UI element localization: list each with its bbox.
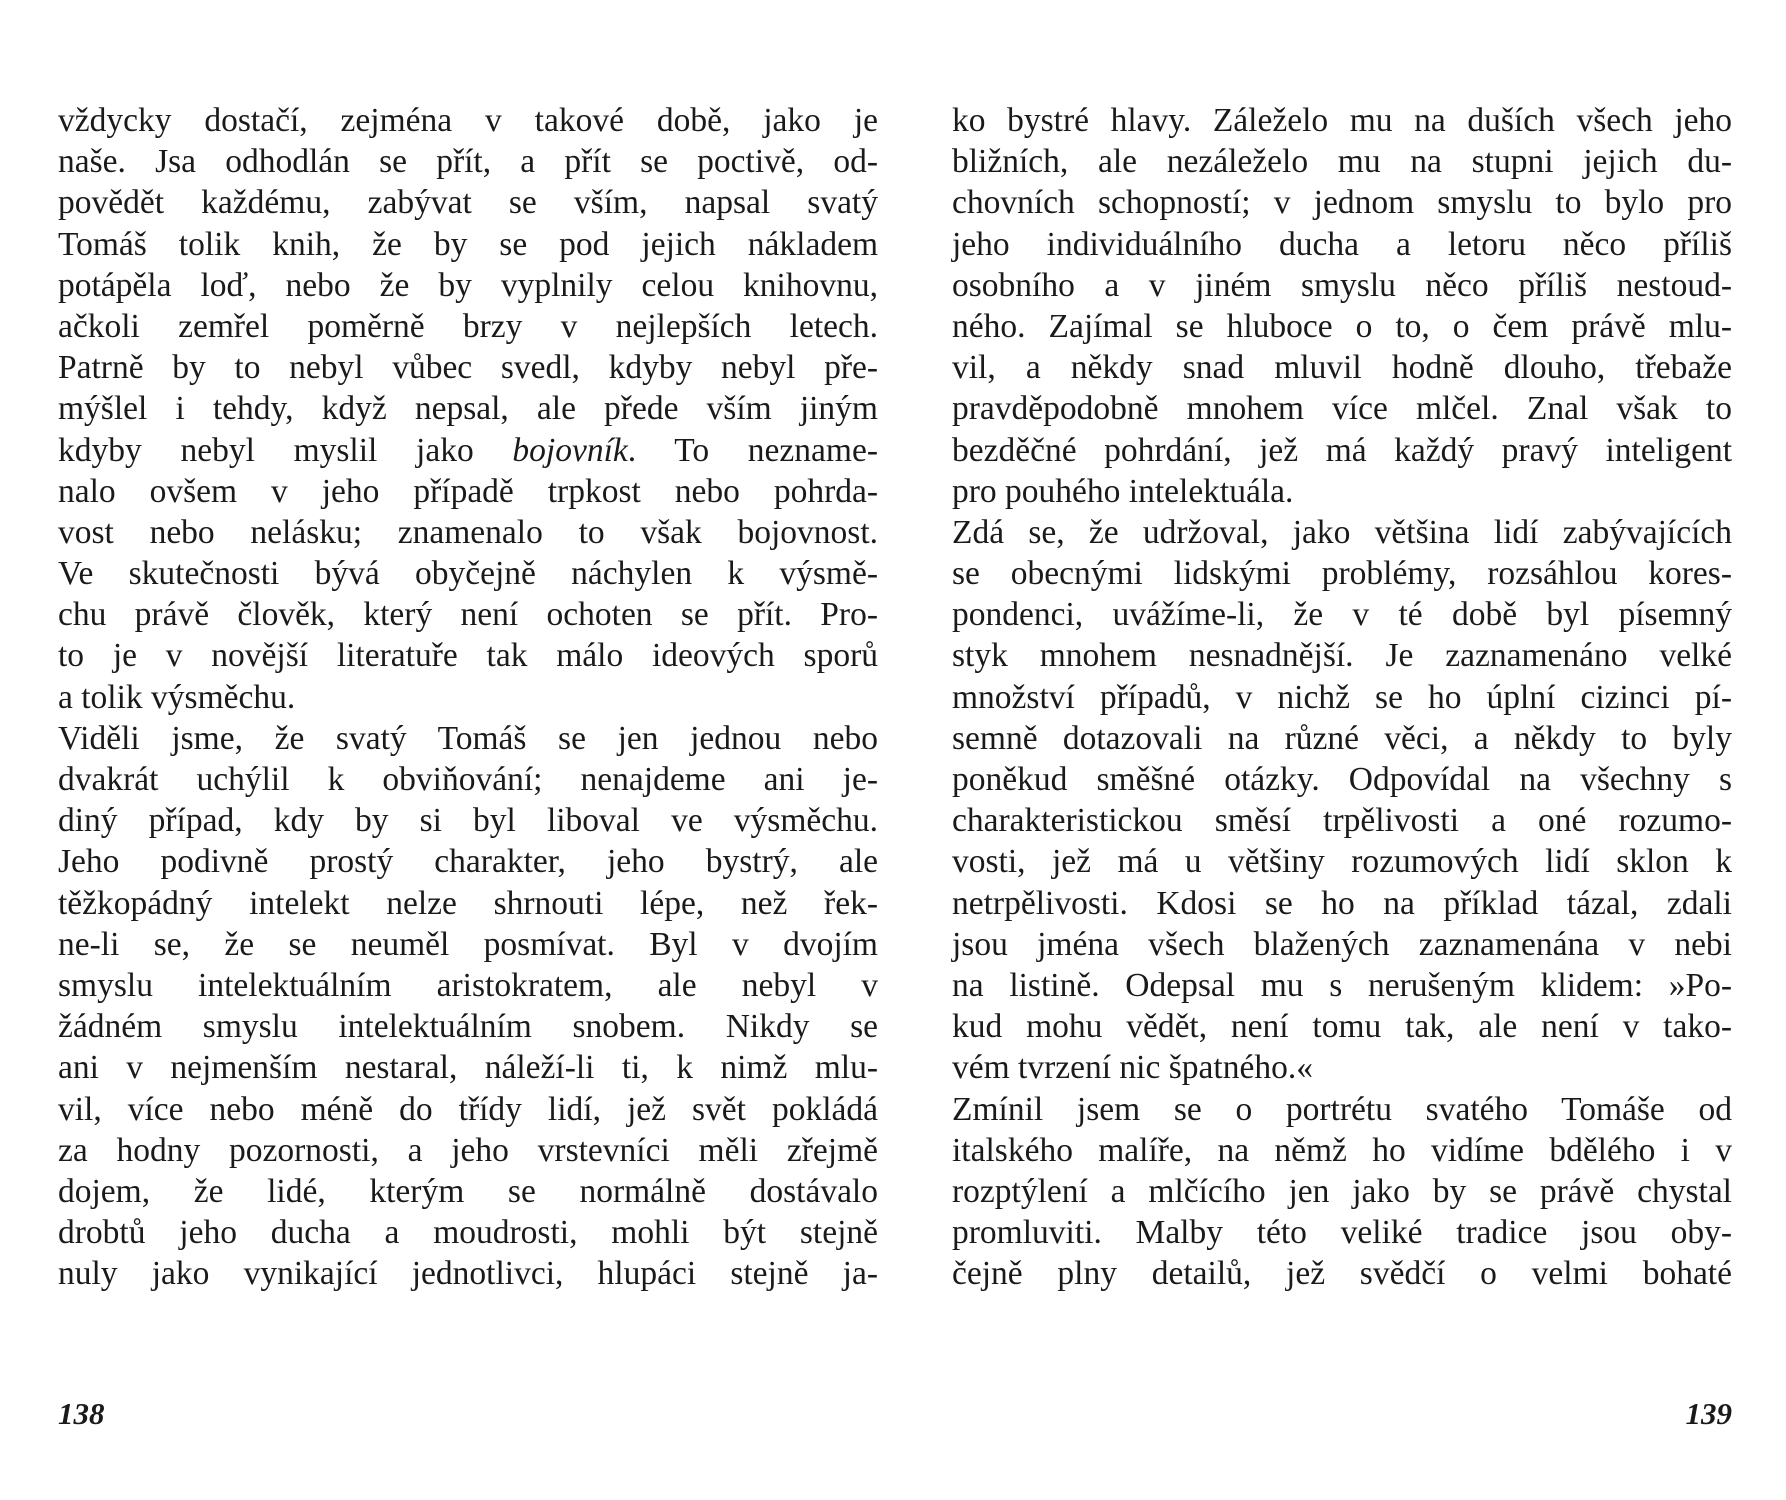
text-line: ani v nejmenším nestaral, náleží-li ti, k nimž mlu-: [58, 1049, 878, 1087]
right-page: [952, 0, 1732, 1500]
text-line: pro pouhého intelektuála.: [952, 472, 1294, 510]
left-page: [58, 0, 878, 1500]
emphasized-word: bojovník: [512, 431, 628, 469]
text-line: potápěla loď, nebo že by vyplnily celou knihovnu,: [58, 266, 878, 304]
text-line: Zdá se, že udržoval, jako většina lidí zabývajících: [952, 513, 1732, 551]
text-line: vosti, jež má u většiny rozumových lidí sklon k: [952, 843, 1732, 881]
text-line: osobního a v jiném smyslu něco příliš nestoud-: [952, 266, 1732, 304]
text-line: Patrně by to nebyl vůbec svedl, kdyby nebyl pře-: [58, 349, 878, 387]
right-page-text: [952, 100, 1732, 1294]
text-line: vém tvrzení nic špatného.«: [952, 1049, 1313, 1087]
text-line: povědět každému, zabývat se vším, napsal svatý: [58, 184, 878, 222]
text-line: jeho individuálního ducha a letoru něco příliš: [952, 225, 1732, 263]
text-line: semně dotazovali na různé věci, a někdy to byly: [952, 719, 1732, 757]
text-line: netrpělivosti. Kdosi se ho na příklad tázal, zdali: [952, 884, 1732, 922]
text-line: Tomáš tolik knih, že by se pod jejich nákladem: [58, 225, 878, 263]
text-line: vždycky dostačí, zejména v takové době, jako je: [58, 102, 878, 139]
text-line: pravděpodobně mnohem více mlčel. Znal však to: [952, 390, 1732, 428]
text-line: charakteristickou směsí trpělivosti a oné rozumo-: [952, 802, 1732, 840]
text-line: styk mnohem nesnadnější. Je zaznamenáno velké: [952, 637, 1732, 675]
text-line: pondenci, uvážíme-li, že v té době byl písemný: [952, 596, 1732, 634]
text-line: nalo ovšem v jeho případě trpkost nebo pohrda-: [58, 472, 878, 510]
text-line: žádném smyslu intelektuálním snobem. Nikdy se: [58, 1008, 878, 1046]
text-line: Zmínil jsem se o portrétu svatého Tomáše od: [952, 1090, 1732, 1128]
text-line: jsou jména všech blažených zaznamenána v nebi: [952, 925, 1732, 963]
text-line: ne-li se, že se neuměl posmívat. Byl v dvojím: [58, 925, 878, 963]
text-line: italského malíře, na němž ho vidíme bdělého i v: [952, 1131, 1732, 1169]
text-line: diný případ, kdy by si byl liboval ve výsměchu.: [58, 802, 878, 840]
text-line: chovních schopností; v jednom smyslu to bylo pro: [952, 184, 1732, 222]
text-line: poněkud směšné otázky. Odpovídal na všechny s: [952, 761, 1732, 798]
text-line: ačkoli zemřel poměrně brzy v nejlepších letech.: [58, 307, 878, 345]
text-line: Ve skutečnosti bývá obyčejně náchylen k výsmě-: [58, 555, 878, 593]
text-line: rozptýlení a mlčícího jen jako by se právě chystal: [952, 1172, 1732, 1210]
text-line: ného. Zajímal se hluboce o to, o čem právě mlu-: [952, 307, 1732, 345]
text-line: to je v novější literatuře tak málo ideových sporů: [58, 637, 878, 675]
text-line: ko bystré hlavy. Záleželo mu na duších všech jeho: [952, 102, 1732, 139]
text-line: dvakrát uchýlil k obviňování; nenajdeme ani je-: [58, 761, 878, 798]
text-line: čejně plny detailů, jež svědčí o velmi bohaté: [952, 1255, 1732, 1293]
text-line: Viděli jsme, že svatý Tomáš se jen jednou nebo: [58, 719, 878, 757]
text-line: Jeho podivně prostý charakter, jeho bystrý, ale: [58, 843, 878, 881]
text-line: nuly jako vynikající jednotlivci, hlupáci stejně ja-: [58, 1255, 878, 1293]
text-line: kdyby nebyl myslil jako bojovník. To neznamе-: [58, 431, 878, 469]
text-line: smyslu intelektuálním aristokratem, ale nebyl v: [58, 966, 878, 1004]
page-number: 138: [58, 1396, 105, 1431]
text-line: na listině. Odepsal mu s nerušeným klidem: »Po-: [952, 966, 1732, 1004]
text-line: vil, více nebo méně do třídy lidí, jež svět pokládá: [58, 1090, 878, 1128]
text-line: a tolik výsměchu.: [58, 678, 296, 716]
text-line: kud mohu vědět, není tomu tak, ale není v tako-: [952, 1008, 1732, 1046]
text-line: bližních, ale nezáleželo mu na stupni jejich du-: [952, 143, 1732, 181]
text-line: naše. Jsa odhodlán se přít, a přít se poctivě, od-: [58, 143, 878, 181]
page-number: 139: [1685, 1396, 1732, 1431]
text-line: bezděčné pohrdání, jež má každý pravý inteligent: [952, 431, 1732, 469]
text-line: mýšlel i tehdy, když nepsal, ale přede vším jiným: [58, 390, 878, 428]
text-line: drobtů jeho ducha a moudrosti, mohli být stejně: [58, 1214, 878, 1252]
text-line: za hodny pozornosti, a jeho vrstevníci měli zřejmě: [58, 1131, 878, 1169]
text-line: promluviti. Malby této veliké tradice jsou oby-: [952, 1214, 1732, 1252]
text-line: množství případů, v nichž se ho úplní cizinci pí-: [952, 678, 1732, 716]
text-line: těžkopádný intelekt nelze shrnouti lépe, než řek-: [58, 884, 878, 922]
text-line: vil, a někdy snad mluvil hodně dlouho, třebaže: [952, 349, 1732, 387]
text-line: vost nebo nelásku; znamenalo to však bojovnost.: [58, 513, 878, 551]
text-line: chu právě člověk, který není ochoten se přít. Pro-: [58, 596, 878, 634]
text-line: dojem, že lidé, kterým se normálně dostávalo: [58, 1172, 878, 1210]
left-page-text: [58, 100, 878, 1294]
text-line: se obecnými lidskými problémy, rozsáhlou kores-: [952, 555, 1732, 593]
